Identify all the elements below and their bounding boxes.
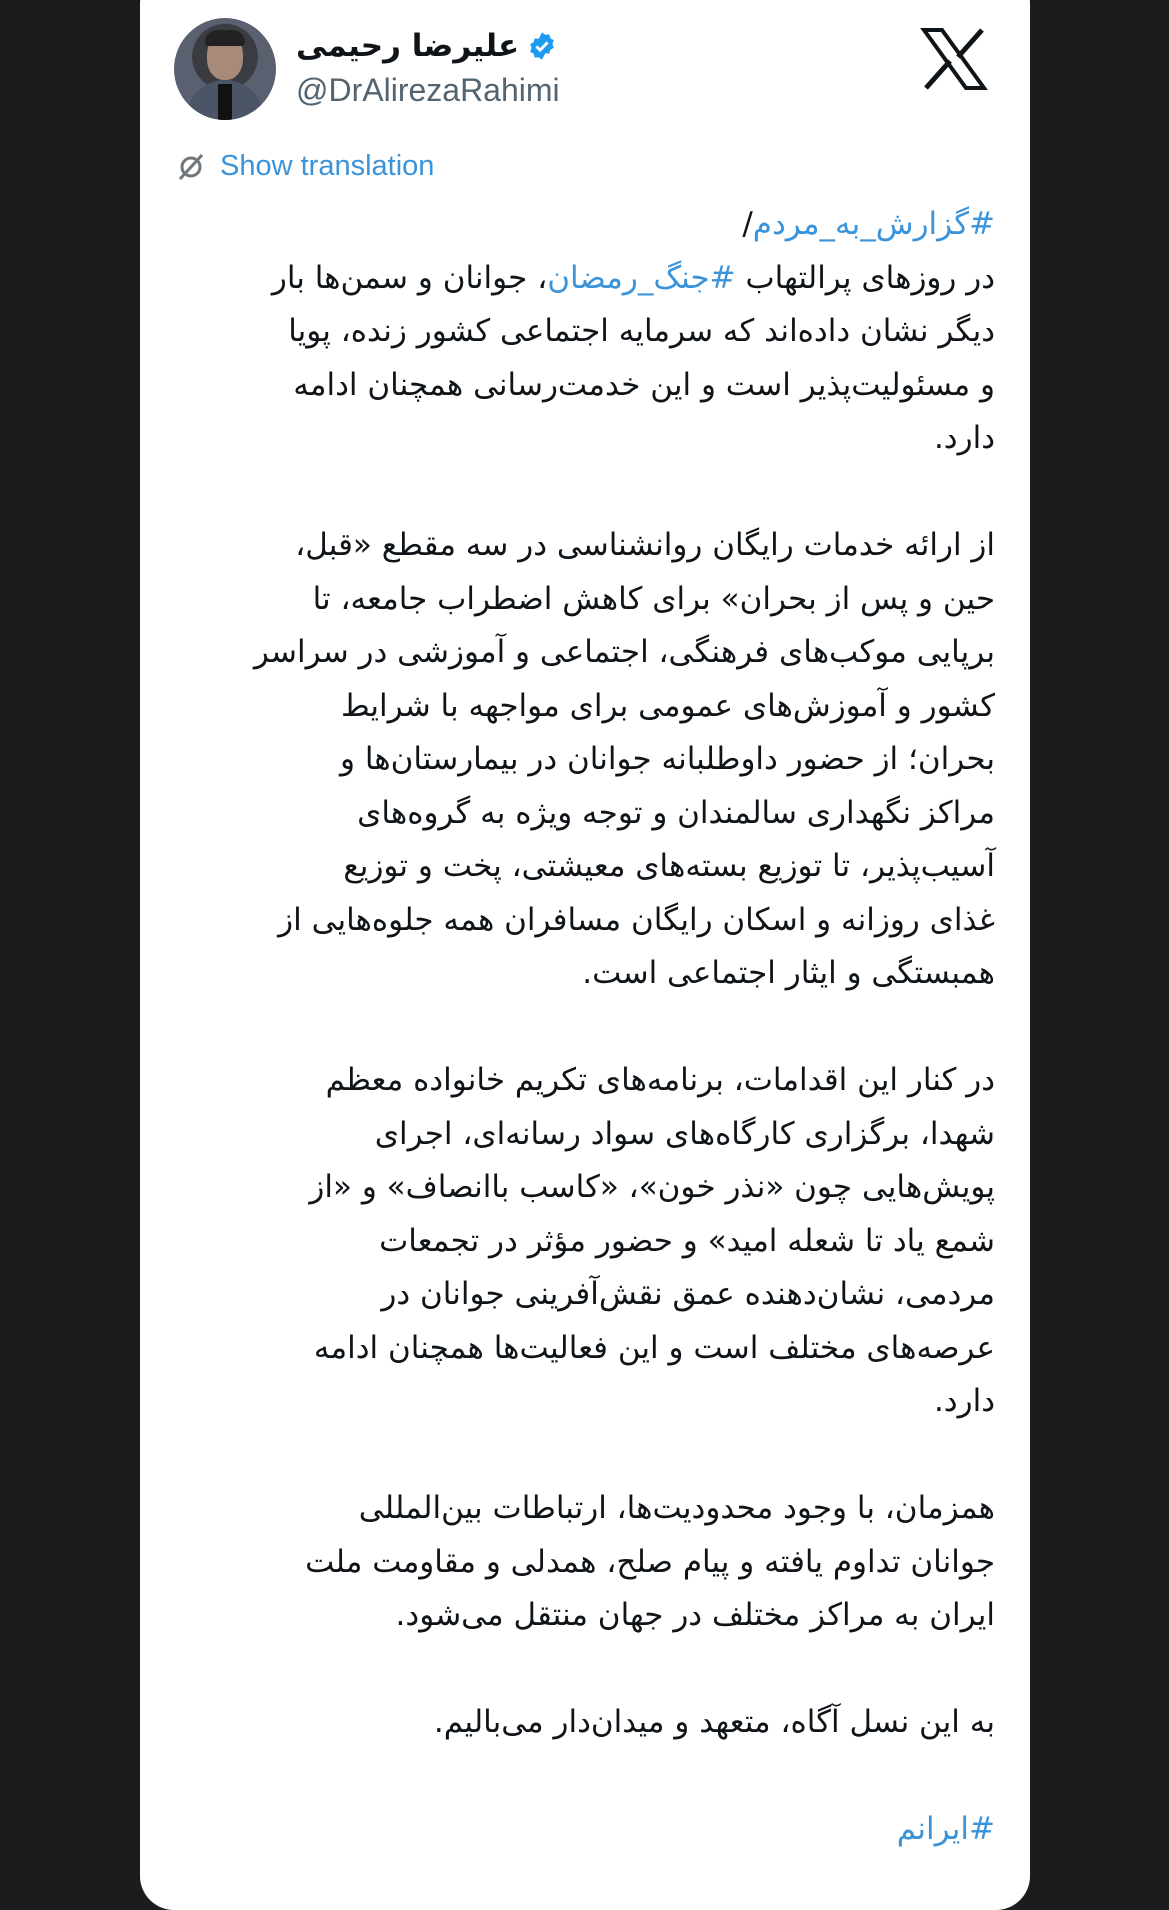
tweet-line [170, 680, 995, 734]
tweet-line [170, 1215, 995, 1269]
tweet-text [170, 198, 995, 1857]
tweet-text-segment: همبستگی و ایثار اجتماعی است. [582, 955, 995, 991]
tweet-line [170, 1375, 995, 1429]
tweet-text-segment: دیگر نشان داده‌اند که سرمایه اجتماعی کشور زنده، پویا [288, 313, 995, 349]
tweet-text-segment: دارد. [933, 1383, 995, 1419]
tweet-text-segment: همزمان، با وجود محدودیت‌ها، ارتباطات بین‌المللی [358, 1490, 995, 1526]
tweet-line [170, 573, 995, 627]
tweet-text-segment: پویش‌هایی چون «نذر خون»، «کاسب باانصاف» و «از [309, 1169, 995, 1205]
tweet-text-segment: بحران؛ از حضور داوطلبانه جوانان در بیمارستان‌ها و [340, 741, 995, 777]
tweet-line [170, 198, 995, 252]
tweet-text-segment: برپایی موکب‌های فرهنگی، اجتماعی و آموزشی در سراسر [253, 634, 995, 670]
tweet-text-segment: آسیب‌پذیر، تا توزیع بسته‌های معیشتی، پخت و توزیع [343, 848, 995, 884]
x-logo-icon [920, 28, 988, 90]
tweet-line [170, 1161, 995, 1215]
avatar[interactable] [174, 18, 276, 120]
paragraph-gap [170, 466, 995, 520]
tweet-line [170, 359, 995, 413]
tweet-line [170, 1803, 995, 1857]
tweet-line [170, 840, 995, 894]
paragraph-gap [170, 1429, 995, 1483]
tweet-text-segment: غذای روزانه و اسکان رایگان مسافران همه جلوه‌هایی از [278, 901, 995, 938]
tweet-line [170, 626, 995, 680]
hashtag-link[interactable]: #گزارش_به_مردم [752, 206, 995, 242]
tweet-line [170, 1268, 995, 1322]
verified-badge-icon [527, 31, 557, 61]
tweet-line [170, 894, 995, 948]
tweet-line [170, 1054, 995, 1108]
paragraph-gap [170, 1001, 995, 1055]
paragraph-gap [170, 1750, 995, 1804]
author-handle[interactable]: @DrAlirezaRahimi [296, 72, 560, 108]
tweet-line [170, 1108, 995, 1162]
show-translation-button[interactable] [176, 150, 434, 183]
tweet-text-segment: شمع یاد تا شعله امید» و حضور مؤثر در تجمعات [379, 1222, 995, 1259]
tweet-text-segment: دارد. [933, 420, 995, 456]
tweet-line [170, 1696, 995, 1750]
tweet-line [170, 519, 995, 573]
tweet-text-segment: از ارائه خدمات رایگان روانشناسی در سه مقطع «قبل، [295, 527, 995, 563]
tweet-text-segment: ایران به مراکز مختلف در جهان منتقل می‌شود. [395, 1597, 995, 1633]
hashtag-link[interactable]: #ایرانم [896, 1811, 995, 1847]
tweet-text-segment: عرصه‌های مختلف است و این فعالیت‌ها همچنان ادامه [313, 1329, 995, 1366]
tweet-text-segment: جوانان تداوم یافته و پیام صلح، همدلی و مقاومت ملت [305, 1543, 995, 1580]
paragraph-gap [170, 1643, 995, 1697]
tweet-line [170, 412, 995, 466]
translate-icon [176, 152, 206, 182]
show-translation-label: Show translation [220, 150, 435, 182]
tweet-text-segment: در کنار این اقدامات، برنامه‌های تکریم خانواده معظم [325, 1062, 995, 1098]
tweet-text-segment: به این نسل آگاه، متعهد و میدان‌دار می‌بالیم. [433, 1704, 995, 1740]
tweet-text-segment: / [742, 206, 753, 242]
tweet-line [170, 947, 995, 1001]
tweet-text-segment: کشور و آموزش‌های عمومی برای مواجهه با شرایط [340, 687, 995, 724]
tweet-line [170, 787, 995, 841]
tweet-text-segment: ، جوانان و سمن‌ها بار [271, 259, 548, 296]
hashtag-link[interactable]: #جنگ_رمضان [547, 259, 736, 296]
tweet-line [170, 1322, 995, 1376]
tweet-text-segment: حین و پس از بحران» برای کاهش اضطراب جامعه، تا [312, 580, 995, 617]
tweet-line [170, 1536, 995, 1590]
tweet-text-segment: مراکز نگهداری سالمندان و توجه ویژه به گروه‌های [357, 794, 995, 831]
tweet-text-segment: در روزهای پرالتهاب [735, 259, 995, 296]
tweet-line [170, 1482, 995, 1536]
tweet-text-segment: و مسئولیت‌پذیر است و این خدمت‌رسانی همچنان ادامه [293, 366, 995, 403]
author-name-row[interactable] [296, 28, 557, 64]
tweet-text-segment: شهدا، برگزاری کارگاه‌های سواد رسانه‌ای، اجرای [374, 1115, 995, 1152]
tweet-line [170, 252, 995, 306]
tweet-line [170, 733, 995, 787]
tweet-text-segment: مردمی، نشان‌دهنده عمق نقش‌آفرینی جوانان در [381, 1276, 995, 1312]
author-display-name[interactable]: علیرضا رحیمی [296, 28, 520, 64]
tweet-line [170, 305, 995, 359]
tweet-line [170, 1589, 995, 1643]
